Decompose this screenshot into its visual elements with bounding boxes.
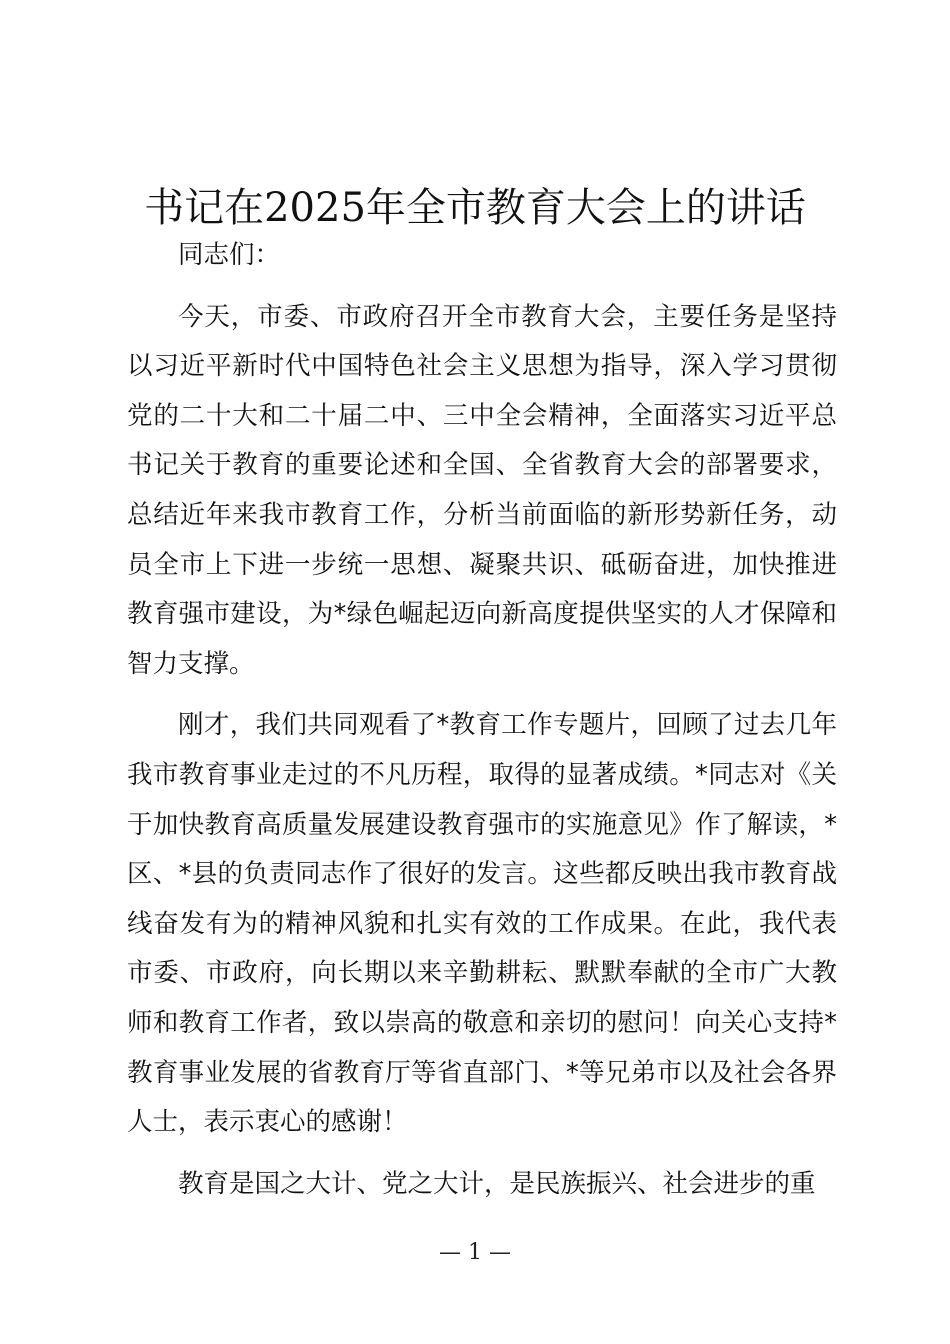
paragraph-2: 刚才，我们共同观看了*教育工作专题片，回顾了过去几年我市教育事业走过的不凡历程，取得的显著成绩。*同志对《关于加快教育高质量发展建设教育强市的实施意见》作了解读，*区、*县的负责同志作了很好的发言。这些都反映出我市教育战线奋发有为的精神风貌和扎实有效的工作成果。在此，我代表市委、市政府，向长期以来辛勤耕耘、默默奉献的全市广大教师和教育工作者，致以崇高的敬意和亲切的慰问！向关心支持*教育事业发展的省教育厅等省直部门、*等兄弟市以及社会各界人士，表示衷心的感谢！ [127, 710, 837, 1138]
paragraph-3: 教育是国之大计、党之大计，是民族振兴、社会进步的重 [178, 1168, 816, 1199]
document-title: 书记在2025年全市教育大会上的讲话 [144, 185, 806, 231]
paragraph-1: 今天，市委、市政府召开全市教育大会，主要任务是坚持以习近平新时代中国特色社会主义思想为指导，深入学习贯彻党的二十大和二十届二中、三中全会精神，全面落实习近平总书记关于教育的重要论述和全国、全省教育大会的部署要求，总结近年来我市教育工作，分析当前面临的新形势新任务，动员全市上下进一步统一思想、凝聚共识、砥砺奋进，加快推进教育强市建设，为*绿色崛起迈向新高度提供坚实的人才保障和智力支撑。 [127, 301, 837, 679]
document-body [127, 231, 837, 1209]
page-number: — 1 — [439, 1240, 511, 1265]
salutation: 同志们： [178, 240, 281, 270]
